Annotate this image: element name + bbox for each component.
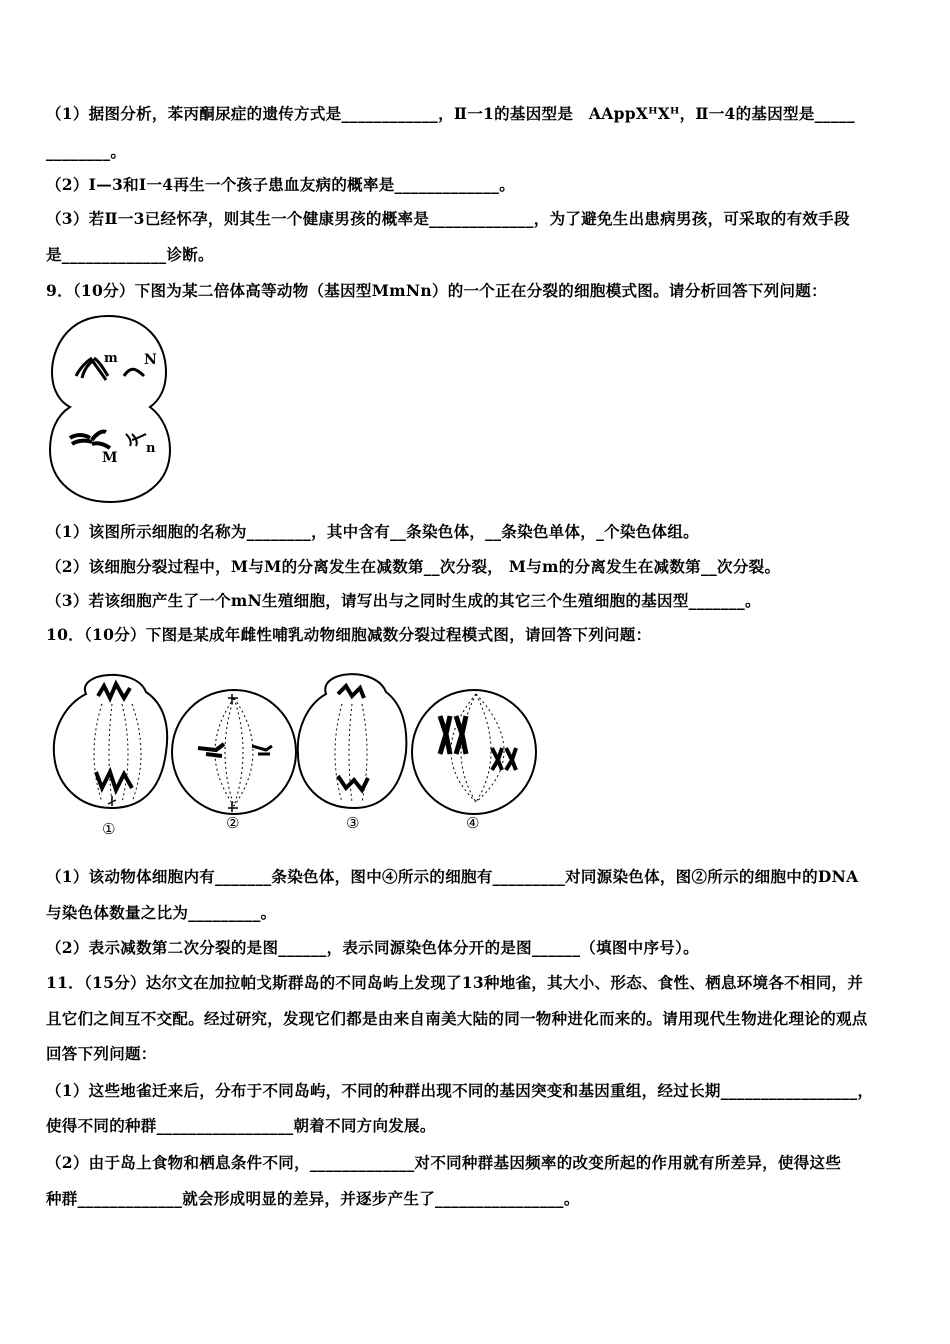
chromosome-N [124, 369, 144, 376]
q11-header-line1: 11．（15分）达尔文在加拉帕戈斯群岛的不同岛屿上发现了13种地雀，其大小、形态、食性、栖息环境各不相同，并 [46, 973, 864, 992]
cell-1 [54, 675, 167, 808]
q10-header: 10．（10分）下图是某成年雌性哺乳动物细胞减数分裂过程模式图，请回答下列问题： [46, 625, 652, 644]
label-M: M [102, 450, 118, 466]
q8-part1-line1: （1）据图分析，苯丙酮尿症的遗传方式是____________，Ⅱ一1的基因型是 AAppXᴴXᴴ，Ⅱ一4的基因型是_____ [46, 104, 855, 123]
label-N: N [144, 352, 157, 368]
q9-part3: （3）若该细胞产生了一个mN生殖细胞，请写出与之同时生成的其它三个生殖细胞的基因型_______。 [46, 591, 761, 610]
meiosis-cells-figure [46, 664, 546, 842]
label-cell-1: ① [102, 820, 116, 838]
q8-part2: （2）Ⅰ—3和Ⅰ一4再生一个孩子患血友病的概率是_____________。 [46, 175, 516, 194]
q8-part1-line2: ________。 [46, 142, 127, 161]
q9-header: 9．（10分）下图为某二倍体高等动物（基因型MmNn）的一个正在分裂的细胞模式图。请分析回答下列问题： [46, 281, 827, 300]
cell-2 [172, 690, 296, 814]
q11-header-line3: 回答下列问题： [46, 1044, 157, 1063]
q11-part2-line2: 种群_____________就会形成明显的差异，并逐步产生了________________。 [46, 1189, 580, 1208]
q10-part1-line1: （1）该动物体细胞内有_______条染色体，图中④所示的细胞有_________对同源染色体，图②所示的细胞中的DNA [46, 867, 859, 886]
label-cell-2: ② [226, 814, 240, 832]
chromosome-M [70, 431, 110, 448]
label-cell-3: ③ [346, 814, 360, 832]
chromosome-n [126, 434, 146, 446]
q11-part2-line1: （2）由于岛上食物和栖息条件不同，_____________对不同种群基因频率的改变所起的作用就有所差异，使得这些 [46, 1153, 842, 1172]
q11-part1-line1: （1）这些地雀迁来后，分布于不同岛屿，不同的种群出现不同的基因突变和基因重组，经过长期_________________， [46, 1081, 874, 1100]
label-m: m [104, 351, 118, 366]
q10-part1-line2: 与染色体数量之比为_________。 [46, 903, 277, 922]
label-cell-4: ④ [466, 814, 480, 832]
q8-part3-line2: 是_____________诊断。 [46, 245, 214, 264]
q8-part3-line1: （3）若Ⅱ一3已经怀孕，则其生一个健康男孩的概率是_____________，为了避免生出患病男孩，可采取的有效手段 [46, 209, 850, 228]
dividing-cell-figure [46, 310, 176, 506]
cell-3 [298, 674, 407, 808]
q9-part1: （1）该图所示细胞的名称为________，其中含有__条染色体，__条染色单体，_个染色体组。 [46, 522, 699, 541]
q9-part2: （2）该细胞分裂过程中，M与M的分离发生在减数第__次分裂， M与m的分离发生在减数第__次分裂。 [46, 557, 781, 576]
q11-header-line2: 且它们之间互不交配。经过研究，发现它们都是由来自南美大陆的同一物种进化而来的。请用现代生物进化理论的观点 [46, 1009, 868, 1028]
q10-part2: （2）表示减数第二次分裂的是图______，表示同源染色体分开的是图______（填图中序号）。 [46, 938, 699, 957]
cell-4 [412, 690, 536, 814]
q11-part1-line2: 使得不同的种群_________________朝着不同方向发展。 [46, 1116, 436, 1135]
label-n: n [146, 441, 156, 456]
